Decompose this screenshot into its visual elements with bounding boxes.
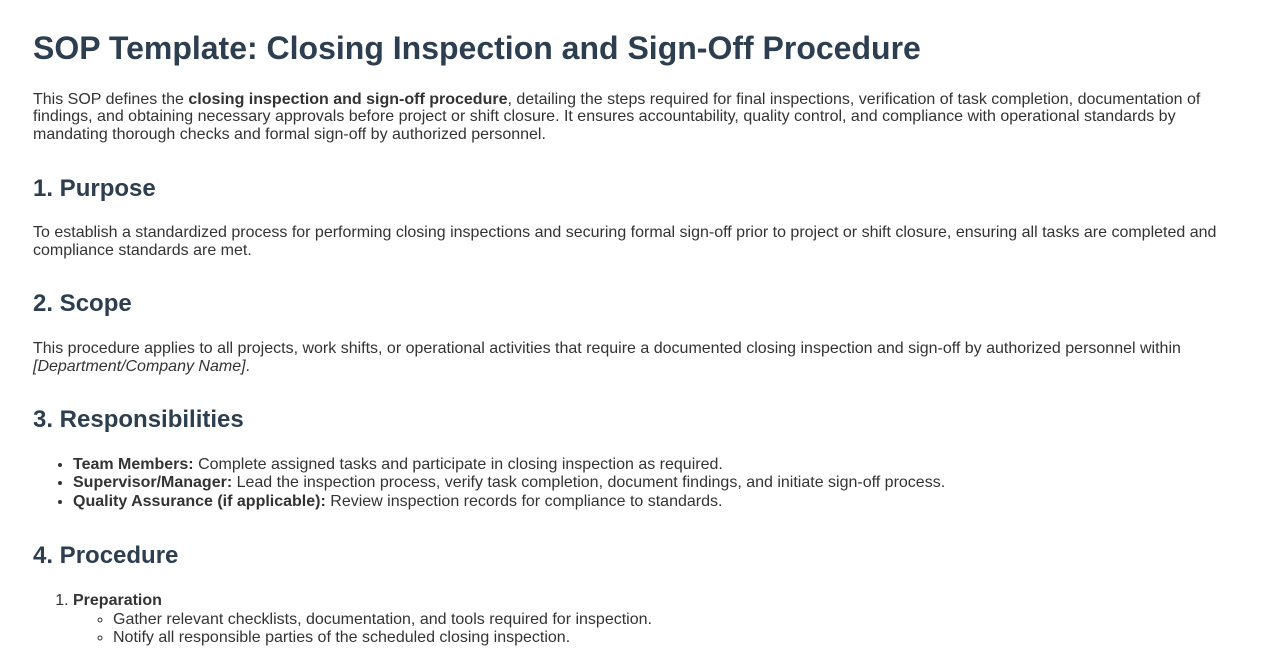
responsibility-text: Complete assigned tasks and participate in closing inspection as required. [193, 455, 723, 473]
responsibility-role: Team Members: [73, 455, 194, 473]
scope-text-tail: . [245, 357, 250, 375]
page-title: SOP Template: Closing Inspection and Sign-Off Procedure [33, 30, 921, 66]
scope-placeholder: [Department/Company Name] [33, 357, 246, 375]
section-heading-scope: 2. Scope [33, 290, 132, 318]
list-item [73, 474, 1230, 493]
procedure-substeps [73, 611, 1230, 648]
section-heading-responsibilities: 3. Responsibilities [33, 406, 244, 434]
list-item [73, 456, 1230, 475]
section-heading-purpose: 1. Purpose [33, 174, 156, 202]
responsibility-role: Supervisor/Manager: [73, 474, 233, 492]
procedure-list [33, 592, 1230, 648]
intro-text-post: , detailing the steps required for final inspections, verification of task completion, documentation of findings, and obtaining necessary approvals before project or shift closure. It ensures accountability, quality control, and compliance with operational standards by mandating thorough checks and formal sign-off by authorized personnel. [33, 90, 1201, 143]
list-item [73, 493, 1230, 512]
intro-bold-phrase: closing inspection and sign-off procedure [188, 90, 508, 108]
responsibilities-list [33, 456, 1230, 512]
responsibility-text: Lead the inspection process, verify task completion, document findings, and initiate sign-off process. [232, 474, 946, 492]
procedure-step-label: Preparation [73, 591, 162, 609]
responsibility-text: Review inspection records for compliance to standards. [325, 492, 723, 510]
intro-paragraph [33, 91, 1230, 144]
procedure-substep: ◦ Gather relevant checklists, documentation, and tools required for inspection. [113, 611, 1230, 630]
purpose-paragraph: To establish a standardized process for performing closing inspections and securing formal sign-off prior to project or shift closure, ensuring all tasks are completed and compliance standards are met. [33, 224, 1217, 259]
scope-text: This procedure applies to all projects, work shifts, or operational activities that require a documented closing inspection and sign-off by authorized personnel within [33, 339, 1181, 357]
procedure-step [73, 592, 1230, 648]
responsibility-role: Quality Assurance (if applicable): [73, 492, 326, 510]
intro-text-pre: This SOP defines the [33, 90, 189, 108]
section-heading-procedure: 4. Procedure [33, 542, 179, 570]
scope-paragraph [33, 340, 1230, 375]
procedure-substep: ◦ Notify all responsible parties of the scheduled closing inspection. [113, 629, 1230, 648]
